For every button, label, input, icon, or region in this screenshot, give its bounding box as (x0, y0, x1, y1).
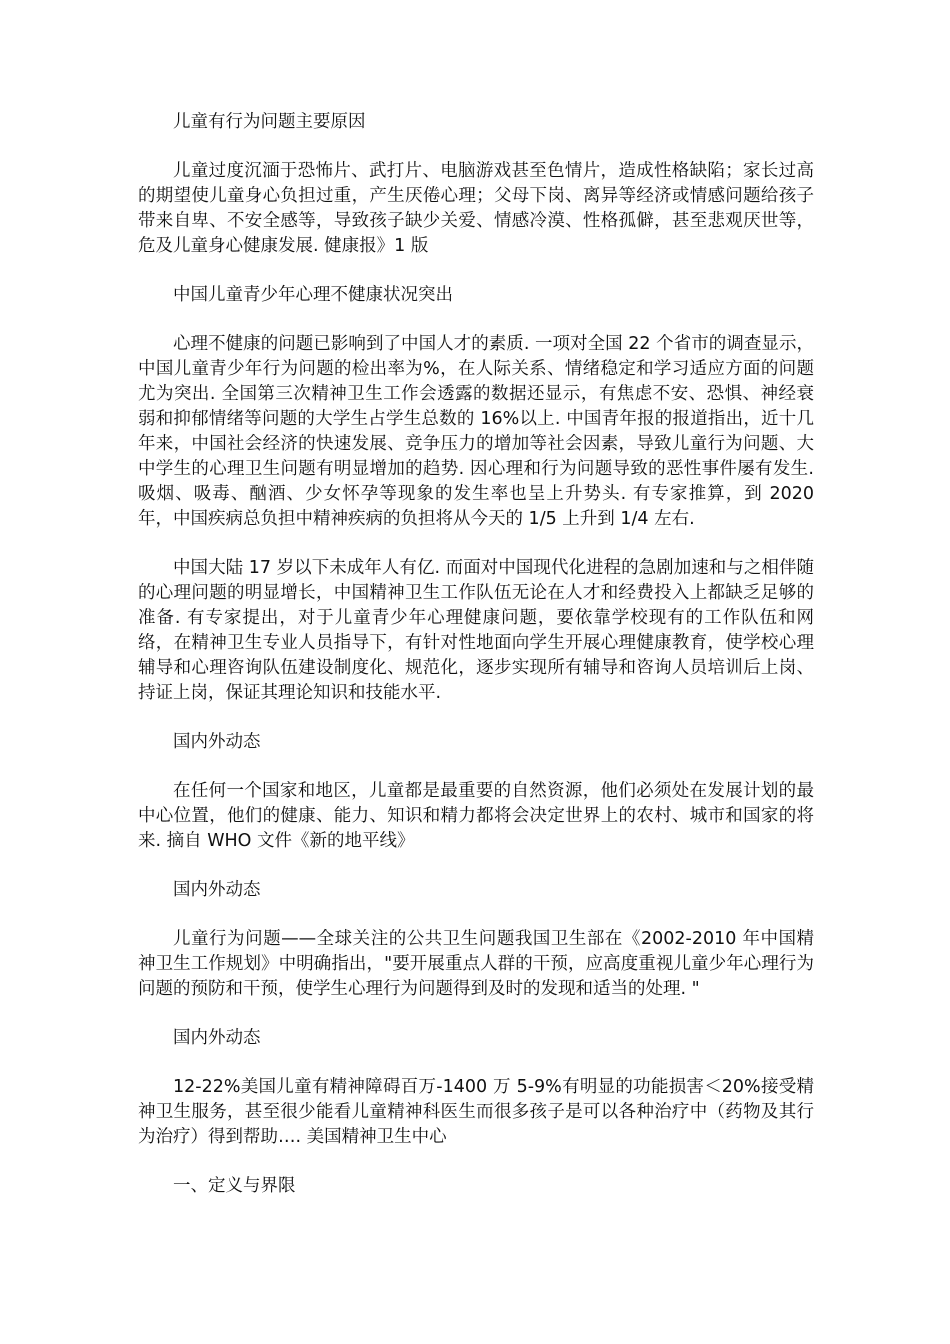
section-heading-dynamics-2: 国内外动态 (173, 880, 261, 900)
document-page (138, 110, 814, 1223)
paragraph-us-statistics: 12-22%美国儿童有精神障碍百万-1400 万 5-9%有明显的功能损害＜20%接受精神卫生服务，甚至很少能看儿童精神科医生而很多孩子是可以各种治疗中（药物及其行为治疗）得到帮助…. 美国精神卫生中心 (138, 1077, 814, 1147)
section-heading-china-mental-health: 中国儿童青少年心理不健康状况突出 (173, 285, 453, 305)
section-heading-dynamics-3: 国内外动态 (173, 1028, 261, 1048)
paragraph-causes: 儿童过度沉湎于恐怖片、武打片、电脑游戏甚至色情片，造成性格缺陷；家长过高的期望使儿童身心负担过重，产生厌倦心理；父母下岗、离异等经济或情感问题给孩子带来自卑、不安全感等，导致孩子缺少关爱、情感冷漠、性格孤僻，甚至悲观厌世等，危及儿童身心健康发展. 健康报》1 版 (138, 161, 814, 256)
paragraph-china-survey: 心理不健康的问题已影响到了中国人才的素质. 一项对全国 22 个省市的调查显示，中国儿童青少年行为问题的检出率为%，在人际关系、情绪稳定和学习适应方面的问题尤为突出. 全国第三次精神卫生工作会透露的数据还显示，有焦虑不安、恐惧、神经衰弱和抑郁情绪等问题的大学生占学生总数的 16%以上. 中国青年报的报道指出，近十几年来，中国社会经济的快速发展、竞争压力的增加等社会因素，导致儿童行为问题、大中学生的心理卫生问题有明显增加的趋势. 因心理和行为问题导致的恶性事件屡有发生. 吸烟、吸毒、酗酒、少女怀孕等现象的发生率也呈上升势头. 有专家推算，到 2020 年，中国疾病总负担中精神疾病的负担将从今天的 1/5 上升到 1/4 左右. (138, 334, 814, 529)
section-heading-dynamics-1: 国内外动态 (173, 732, 261, 752)
paragraph-planning: 儿童行为问题——全球关注的公共卫生问题我国卫生部在《2002-2010 年中国精神卫生工作规划》中明确指出，"要开展重点人群的干预，应高度重视儿童少年心理行为问题的预防和干预，使学生心理行为问题得到及时的发现和适当的处理. " (138, 929, 814, 999)
paragraph-china-minors: 中国大陆 17 岁以下未成年人有亿. 而面对中国现代化进程的急剧加速和与之相伴随的心理问题的明显增长，中国精神卫生工作队伍无论在人才和经费投入上都缺乏足够的准备. 有专家提出，对于儿童青少年心理健康问题，要依靠学校现有的工作队伍和网络，在精神卫生专业人员指导下，有针对性地面向学生开展心理健康教育，使学校心理辅导和心理咨询队伍建设制度化、规范化，逐步实现所有辅导和咨询人员培训后上岗、持证上岗，保证其理论知识和技能水平. (138, 558, 814, 703)
section-heading-causes: 儿童有行为问题主要原因 (173, 112, 366, 132)
paragraph-who-quote: 在任何一个国家和地区，儿童都是最重要的自然资源，他们必须处在发展计划的最中心位置，他们的健康、能力、知识和精力都将会决定世界上的农村、城市和国家的将来. 摘自 WHO 文件《新的地平线》 (138, 781, 814, 851)
section-heading-definition: 一、定义与界限 (173, 1176, 296, 1196)
